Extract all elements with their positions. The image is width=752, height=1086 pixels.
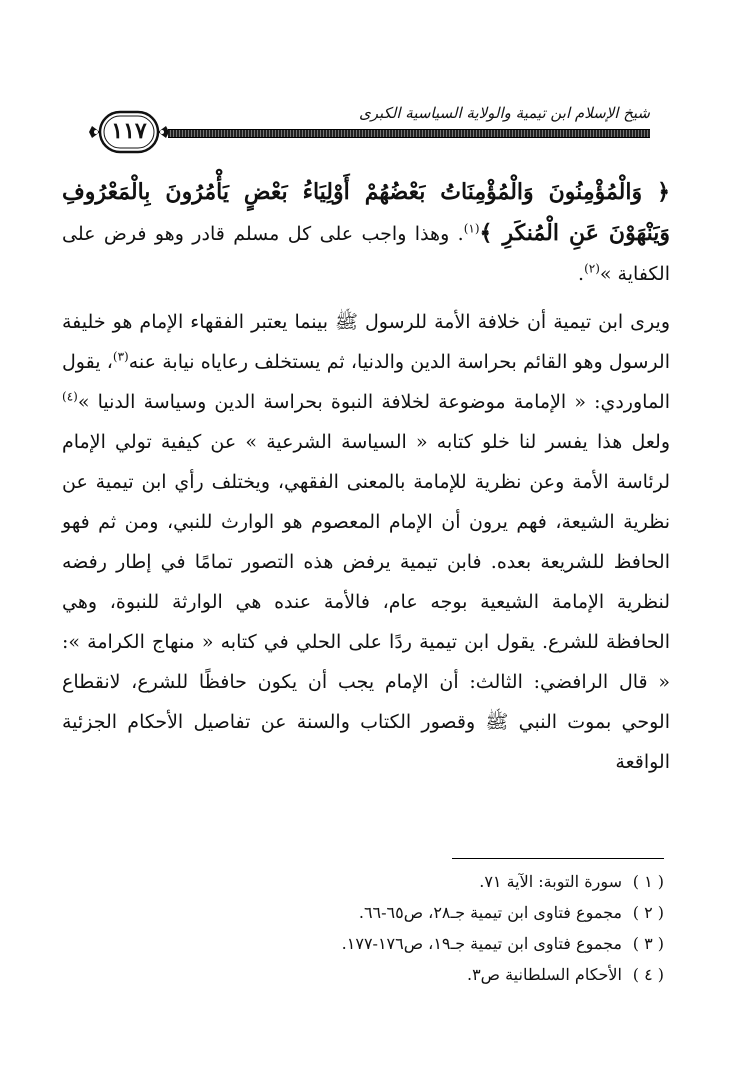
footnotes bbox=[120, 866, 664, 990]
running-title: شيخ الإسلام ابن تيمية والولاية السياسية الكبرى bbox=[358, 104, 650, 122]
footnote-item bbox=[120, 959, 664, 990]
footnote-text: مجموع فتاوى ابن تيمية جـ١٩، ص١٧٦-١٧٧. bbox=[341, 934, 622, 953]
paragraph-1-text: . وهذا واجب على كل مسلم قادر وهو فرض على الكفاية » bbox=[62, 223, 670, 285]
page-number-badge bbox=[88, 106, 170, 158]
paragraph-2-part-c: ولعل هذا يفسر لنا خلو كتابه « السياسة الشرعية » عن كيفية تولي الإمام لرئاسة الأمة وعن نظرية للإمامة بالمعنى الفقهي، ويختلف رأي ابن تيمية عن نظرية الشيعة، فهم يرون أن الإمام المعصوم هو الوارث للنبي، ومن ثم فهو الحافظ للشريعة بعده. فابن تيمية يرفض هذه التصور تمامًا في إطار رفضه لنظرية الإمامة الشيعية بوجه عام، فالأمة عنده هي الوارثة للنبوة، وهي الحافظة للشرع. يقول ابن تيمية ردًا على الحلي في كتابه « منهاج الكرامة »: « قال الرافضي: الثالث: أن الإمام يجب أن يكون حافظًا للشرع، لانقطاع الوحي بموت النبي ﷺ وقصور الكتاب والسنة عن تفاصيل الأحكام الجزئية الواقعة bbox=[62, 431, 670, 773]
footnote-ref-1: (١) bbox=[463, 221, 480, 236]
footnote-ref-3: (٣) bbox=[112, 349, 129, 364]
main-text bbox=[62, 172, 670, 782]
page-number: ١١٧ bbox=[111, 118, 147, 144]
footnote-item bbox=[120, 928, 664, 959]
footnote-ref-2: (٢) bbox=[584, 261, 600, 276]
footnote-item bbox=[120, 897, 664, 928]
footnote-separator bbox=[452, 858, 664, 859]
footnote-number: ( ٢ ) bbox=[632, 903, 664, 922]
quran-verse-line-2: وَيَنْهَوْنَ عَنِ الْمُنكَرِ ﴾ bbox=[479, 220, 670, 246]
footnote-text: مجموع فتاوى ابن تيمية جـ٢٨، ص٦٥-٦٦. bbox=[358, 903, 622, 922]
quran-verse-line-1: ﴿ وَالْمُؤْمِنُونَ وَالْمُؤْمِنَاتُ بَعْضُهُمْ أَوْلِيَاءُ بَعْضٍ يَأْمُرُونَ بِالْمَعْرُوفِ bbox=[62, 179, 670, 205]
footnote-number: ( ٤ ) bbox=[632, 965, 664, 984]
footnote-item bbox=[120, 866, 664, 897]
paragraph-1 bbox=[62, 172, 670, 294]
paragraph-2 bbox=[62, 302, 670, 782]
page-header bbox=[88, 100, 650, 164]
footnote-text: سورة التوبة: الآية ٧١. bbox=[479, 872, 622, 891]
footnote-number: ( ١ ) bbox=[632, 872, 664, 891]
paragraph-2-part-a: ويرى ابن تيمية أن خلافة الأمة للرسول ﷺ بينما يعتبر الفقهاء الإمام هو خليفة الرسول وهو القائم بحراسة الدين والدنيا، ثم يستخلف رعاياه نيابة عنه bbox=[62, 311, 670, 373]
header-rule bbox=[168, 129, 650, 138]
footnote-text: الأحكام السلطانية ص٣. bbox=[466, 965, 622, 984]
paragraph-1-end: . bbox=[578, 263, 585, 285]
paragraph-2-part-b: ، يقول الماوردي: « الإمامة موضوعة لخلافة النبوة بحراسة الدين وسياسة الدنيا » bbox=[62, 351, 670, 413]
footnote-ref-4: (٤) bbox=[62, 389, 78, 404]
footnote-number: ( ٣ ) bbox=[632, 934, 664, 953]
